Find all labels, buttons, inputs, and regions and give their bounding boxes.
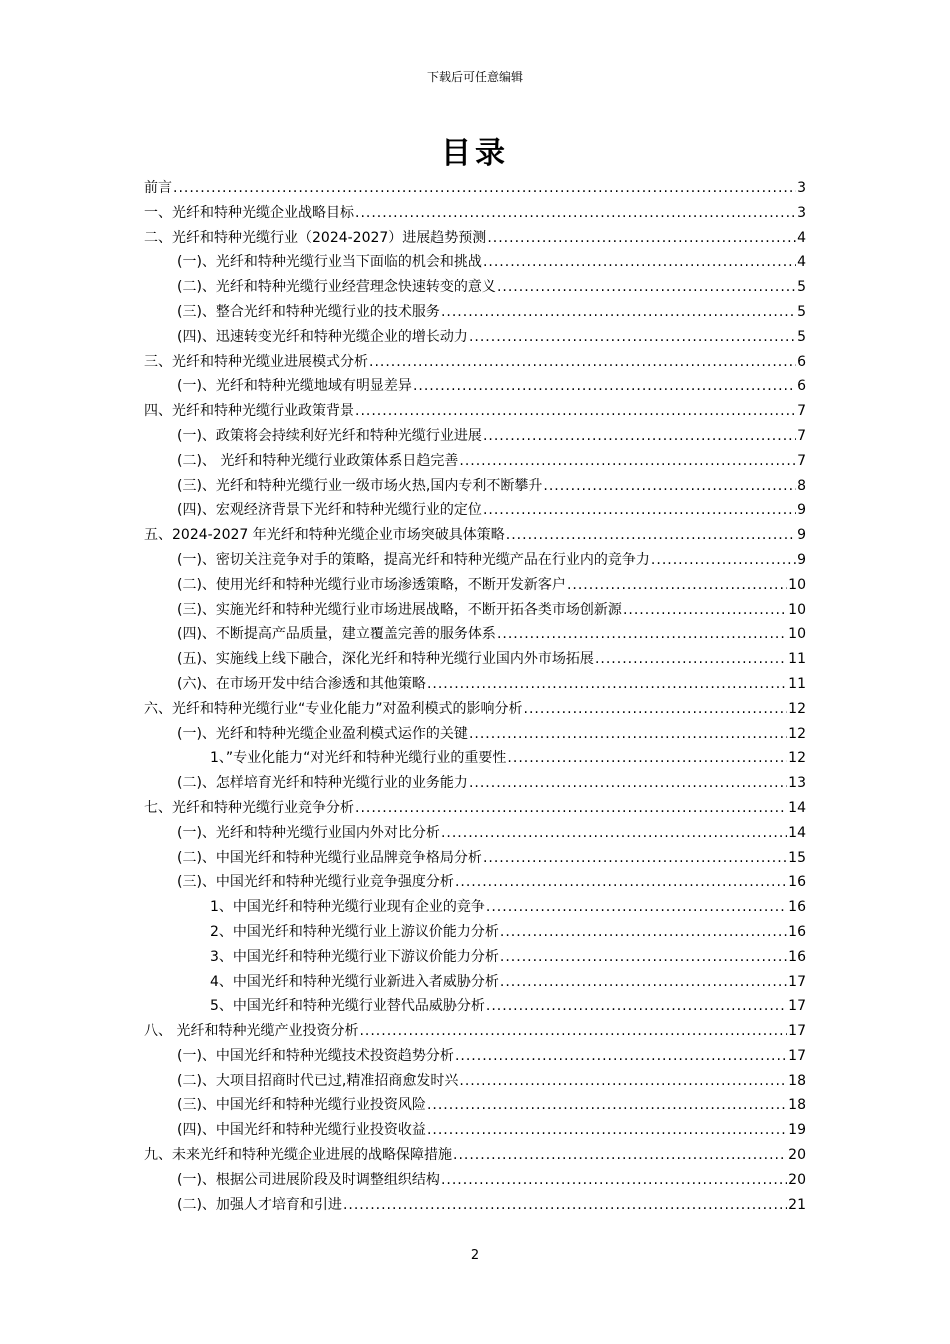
toc-entry-text: 三、光纤和特种光缆业进展模式分析 bbox=[144, 353, 368, 370]
toc-dot-leader bbox=[506, 523, 796, 548]
toc-entry-page-number: 16 bbox=[788, 948, 806, 965]
toc-entry-text: (一)、政策将会持续利好光纤和特种光缆行业进展 bbox=[177, 427, 482, 444]
toc-dot-leader bbox=[441, 300, 796, 325]
toc-entry-text: 七、光纤和特种光缆行业竞争分析 bbox=[144, 799, 354, 816]
toc-entry-text: (二)、使用光纤和特种光缆行业市场渗透策略，不断开发新客户 bbox=[177, 576, 566, 593]
toc-entry[interactable] bbox=[144, 697, 806, 722]
toc-dot-leader bbox=[427, 1118, 787, 1143]
toc-entry-text: (四)、宏观经济背景下光纤和特种光缆行业的定位 bbox=[177, 502, 482, 519]
toc-entry-page-number: 6 bbox=[797, 353, 806, 370]
toc-entry[interactable] bbox=[144, 226, 806, 251]
toc-entry-page-number: 20 bbox=[788, 1147, 806, 1164]
toc-entry[interactable] bbox=[144, 647, 806, 672]
toc-entry-page-number: 12 bbox=[788, 750, 806, 767]
toc-entry[interactable] bbox=[144, 1168, 806, 1193]
toc-dot-leader bbox=[497, 275, 796, 300]
toc-entry[interactable] bbox=[144, 994, 806, 1019]
toc-entry[interactable] bbox=[144, 771, 806, 796]
toc-entry-page-number: 7 bbox=[797, 452, 806, 469]
toc-entry[interactable] bbox=[144, 895, 806, 920]
toc-entry[interactable] bbox=[144, 1069, 806, 1094]
toc-entry[interactable] bbox=[144, 1193, 806, 1218]
toc-entry[interactable] bbox=[144, 573, 806, 598]
toc-entry[interactable] bbox=[144, 1044, 806, 1069]
toc-entry-text: (一)、光纤和特种光缆行业当下面临的机会和挑战 bbox=[177, 254, 482, 271]
page-header-note: 下载后可任意编辑 bbox=[426, 70, 523, 84]
toc-entry-page-number: 5 bbox=[797, 328, 806, 345]
toc-entry[interactable] bbox=[144, 498, 806, 523]
toc-entry[interactable] bbox=[144, 1019, 806, 1044]
toc-entry-page-number: 14 bbox=[788, 799, 806, 816]
toc-dot-leader bbox=[427, 1093, 787, 1118]
toc-dot-leader bbox=[355, 796, 787, 821]
toc-entry-page-number: 4 bbox=[797, 229, 806, 246]
toc-entry-page-number: 10 bbox=[788, 626, 806, 643]
toc-entry-text: (三)、整合光纤和特种光缆行业的技术服务 bbox=[177, 303, 440, 320]
toc-entry-page-number: 5 bbox=[797, 303, 806, 320]
toc-dot-leader bbox=[459, 449, 796, 474]
toc-dot-leader bbox=[543, 474, 796, 499]
toc-dot-leader bbox=[651, 548, 796, 573]
toc-entry-text: 5、中国光纤和特种光缆行业替代品威胁分析 bbox=[210, 998, 485, 1015]
toc-entry[interactable] bbox=[144, 622, 806, 647]
toc-entry-page-number: 3 bbox=[797, 180, 806, 196]
toc-dot-leader bbox=[369, 350, 796, 375]
toc-entry-text: (三)、中国光纤和特种光缆行业投资风险 bbox=[177, 1097, 426, 1114]
toc-entry[interactable] bbox=[144, 722, 806, 747]
toc-entry-text: (六)、在市场开发中结合渗透和其他策略 bbox=[177, 675, 426, 692]
toc-entry-page-number: 14 bbox=[788, 824, 806, 841]
toc-entry-page-number: 7 bbox=[797, 427, 806, 444]
toc-entry-page-number: 17 bbox=[788, 1023, 806, 1040]
toc-entry-text: (一)、光纤和特种光缆地域有明显差异 bbox=[177, 378, 412, 395]
toc-entry-text: (二)、怎样培育光纤和特种光缆行业的业务能力 bbox=[177, 775, 468, 792]
toc-dot-leader bbox=[173, 176, 796, 201]
toc-entry-page-number: 10 bbox=[788, 576, 806, 593]
toc-entry-text: (一)、光纤和特种光缆企业盈利模式运作的关键 bbox=[177, 725, 468, 742]
toc-entry[interactable] bbox=[144, 846, 806, 871]
toc-dot-leader bbox=[524, 697, 788, 722]
toc-entry[interactable] bbox=[144, 449, 806, 474]
toc-dot-leader bbox=[483, 498, 796, 523]
toc-dot-leader bbox=[595, 647, 787, 672]
toc-entry-page-number: 17 bbox=[788, 973, 806, 990]
toc-entry-text: (二)、中国光纤和特种光缆行业品牌竞争格局分析 bbox=[177, 849, 482, 866]
toc-entry[interactable] bbox=[144, 176, 806, 201]
toc-dot-leader bbox=[486, 895, 787, 920]
toc-entry-text: 八、 光纤和特种光缆产业投资分析 bbox=[144, 1023, 359, 1040]
page-number: 2 bbox=[470, 1248, 480, 1263]
toc-entry-text: 1、中国光纤和特种光缆行业现有企业的竞争 bbox=[210, 899, 485, 916]
toc-entry-page-number: 11 bbox=[788, 675, 806, 692]
toc-entry-page-number: 12 bbox=[788, 725, 806, 742]
toc-entry-text: 二、光纤和特种光缆行业（2024-2027）进展趋势预测 bbox=[144, 229, 487, 246]
toc-entry-page-number: 18 bbox=[788, 1072, 806, 1089]
toc-entry-text: (四)、中国光纤和特种光缆行业投资收益 bbox=[177, 1122, 426, 1139]
toc-entry[interactable] bbox=[144, 399, 806, 424]
toc-entry[interactable] bbox=[144, 250, 806, 275]
toc-dot-leader bbox=[487, 226, 796, 251]
toc-entry-page-number: 9 bbox=[797, 502, 806, 519]
toc-entry-page-number: 15 bbox=[788, 849, 806, 866]
toc-entry[interactable] bbox=[144, 350, 806, 375]
toc-entry-text: (一)、中国光纤和特种光缆技术投资趋势分析 bbox=[177, 1047, 454, 1064]
toc-entry-text: (三)、中国光纤和特种光缆行业竞争强度分析 bbox=[177, 874, 454, 891]
toc-entry[interactable] bbox=[144, 474, 806, 499]
toc-dot-leader bbox=[355, 201, 796, 226]
toc-entry-page-number: 16 bbox=[788, 923, 806, 940]
toc-entry-text: 四、光纤和特种光缆行业政策背景 bbox=[144, 403, 354, 420]
toc-entry[interactable] bbox=[144, 325, 806, 350]
toc-entry[interactable] bbox=[144, 523, 806, 548]
toc-entry-text: (二)、 光纤和特种光缆行业政策体系日趋完善 bbox=[177, 452, 459, 469]
toc-entry-page-number: 20 bbox=[788, 1171, 806, 1188]
toc-entry-text: (五)、实施线上线下融合，深化光纤和特种光缆行业国内外市场拓展 bbox=[177, 651, 594, 668]
toc-entry-page-number: 10 bbox=[788, 601, 806, 618]
toc-dot-leader bbox=[500, 945, 787, 970]
toc-entry[interactable] bbox=[144, 548, 806, 573]
toc-entry-text: 一、光纤和特种光缆企业战略目标 bbox=[144, 204, 354, 221]
toc-entry-page-number: 4 bbox=[797, 254, 806, 271]
toc-entry-text: 4、中国光纤和特种光缆行业新进入者威胁分析 bbox=[210, 973, 499, 990]
toc-entry-text: 3、中国光纤和特种光缆行业下游议价能力分析 bbox=[210, 948, 499, 965]
toc-dot-leader bbox=[469, 325, 796, 350]
toc-entry-text: 2、中国光纤和特种光缆行业上游议价能力分析 bbox=[210, 923, 499, 940]
toc-dot-leader bbox=[483, 846, 787, 871]
toc-dot-leader bbox=[483, 424, 796, 449]
toc-dot-leader bbox=[343, 1193, 787, 1218]
toc-dot-leader bbox=[567, 573, 787, 598]
toc-entry-text: (四)、迅速转变光纤和特种光缆企业的增长动力 bbox=[177, 328, 468, 345]
toc-entry-text: 六、光纤和特种光缆行业“专业化能力”对盈利模式的影响分析 bbox=[144, 700, 523, 717]
toc-entry-text: (一)、根据公司进展阶段及时调整组织结构 bbox=[177, 1171, 440, 1188]
toc-entry-page-number: 21 bbox=[788, 1196, 806, 1213]
toc-entry[interactable] bbox=[144, 201, 806, 226]
toc-entry[interactable] bbox=[144, 672, 806, 697]
toc-entry-text: 五、2024-2027 年光纤和特种光缆企业市场突破具体策略 bbox=[144, 527, 505, 544]
toc-entry-page-number: 6 bbox=[797, 378, 806, 395]
toc-entry[interactable] bbox=[144, 300, 806, 325]
toc-entry-page-number: 9 bbox=[797, 527, 806, 544]
toc-dot-leader bbox=[507, 746, 787, 771]
table-of-contents bbox=[144, 176, 806, 1217]
toc-entry-page-number: 13 bbox=[788, 775, 806, 792]
toc-entry-text: (四)、不断提高产品质量，建立覆盖完善的服务体系 bbox=[177, 626, 496, 643]
toc-dot-leader bbox=[459, 1069, 787, 1094]
toc-entry-text: (一)、密切关注竞争对手的策略，提高光纤和特种光缆产品在行业内的竞争力 bbox=[177, 551, 650, 568]
toc-entry[interactable] bbox=[144, 1093, 806, 1118]
toc-entry-page-number: 9 bbox=[797, 551, 806, 568]
toc-entry-text: (二)、光纤和特种光缆行业经营理念快速转变的意义 bbox=[177, 279, 496, 296]
toc-entry[interactable] bbox=[144, 598, 806, 623]
toc-entry[interactable] bbox=[144, 870, 806, 895]
toc-entry-page-number: 16 bbox=[788, 874, 806, 891]
toc-dot-leader bbox=[441, 1168, 787, 1193]
toc-entry-text: (一)、光纤和特种光缆行业国内外对比分析 bbox=[177, 824, 440, 841]
toc-dot-leader bbox=[427, 672, 787, 697]
toc-entry-page-number: 3 bbox=[797, 204, 806, 221]
toc-dot-leader bbox=[500, 920, 787, 945]
toc-title: 目录 bbox=[441, 136, 509, 171]
toc-entry[interactable] bbox=[144, 424, 806, 449]
toc-dot-leader bbox=[455, 870, 787, 895]
toc-entry[interactable] bbox=[144, 1118, 806, 1143]
toc-entry-page-number: 17 bbox=[788, 1047, 806, 1064]
toc-dot-leader bbox=[359, 1019, 787, 1044]
toc-entry-page-number: 11 bbox=[788, 651, 806, 668]
toc-entry-text: 前言 bbox=[144, 180, 172, 196]
toc-entry[interactable] bbox=[144, 821, 806, 846]
toc-entry-page-number: 5 bbox=[797, 279, 806, 296]
toc-entry-text: 1、”专业化能力“对光纤和特种光缆行业的重要性 bbox=[210, 750, 507, 767]
toc-entry-page-number: 19 bbox=[788, 1122, 806, 1139]
toc-entry[interactable] bbox=[144, 746, 806, 771]
toc-entry-page-number: 18 bbox=[788, 1097, 806, 1114]
toc-entry-text: (二)、大项目招商时代已过,精准招商愈发时兴 bbox=[177, 1072, 459, 1089]
toc-dot-leader bbox=[441, 821, 787, 846]
toc-dot-leader bbox=[623, 598, 787, 623]
toc-entry[interactable] bbox=[144, 275, 806, 300]
toc-dot-leader bbox=[413, 374, 796, 399]
toc-entry-text: (二)、加强人才培育和引进 bbox=[177, 1196, 342, 1213]
toc-entry-page-number: 8 bbox=[797, 477, 806, 494]
toc-entry-text: (三)、实施光纤和特种光缆行业市场进展战略，不断开拓各类市场创新源 bbox=[177, 601, 622, 618]
toc-dot-leader bbox=[455, 1044, 787, 1069]
toc-entry-page-number: 17 bbox=[788, 998, 806, 1015]
toc-dot-leader bbox=[497, 622, 787, 647]
toc-entry-page-number: 7 bbox=[797, 403, 806, 420]
toc-dot-leader bbox=[483, 250, 796, 275]
toc-dot-leader bbox=[469, 722, 787, 747]
toc-entry[interactable] bbox=[144, 374, 806, 399]
toc-dot-leader bbox=[469, 771, 787, 796]
toc-entry-text: 九、未来光纤和特种光缆企业进展的战略保障措施 bbox=[144, 1147, 452, 1164]
toc-dot-leader bbox=[355, 399, 796, 424]
toc-entry[interactable] bbox=[144, 796, 806, 821]
toc-entry-page-number: 16 bbox=[788, 899, 806, 916]
toc-dot-leader bbox=[500, 970, 787, 995]
toc-dot-leader bbox=[486, 994, 787, 1019]
toc-entry[interactable] bbox=[144, 970, 806, 995]
toc-entry[interactable] bbox=[144, 945, 806, 970]
toc-entry-page-number: 12 bbox=[788, 700, 806, 717]
toc-dot-leader bbox=[453, 1143, 787, 1168]
toc-entry-text: (三)、光纤和特种光缆行业一级市场火热,国内专利不断攀升 bbox=[177, 477, 543, 494]
toc-entry[interactable] bbox=[144, 920, 806, 945]
toc-entry[interactable] bbox=[144, 1143, 806, 1168]
